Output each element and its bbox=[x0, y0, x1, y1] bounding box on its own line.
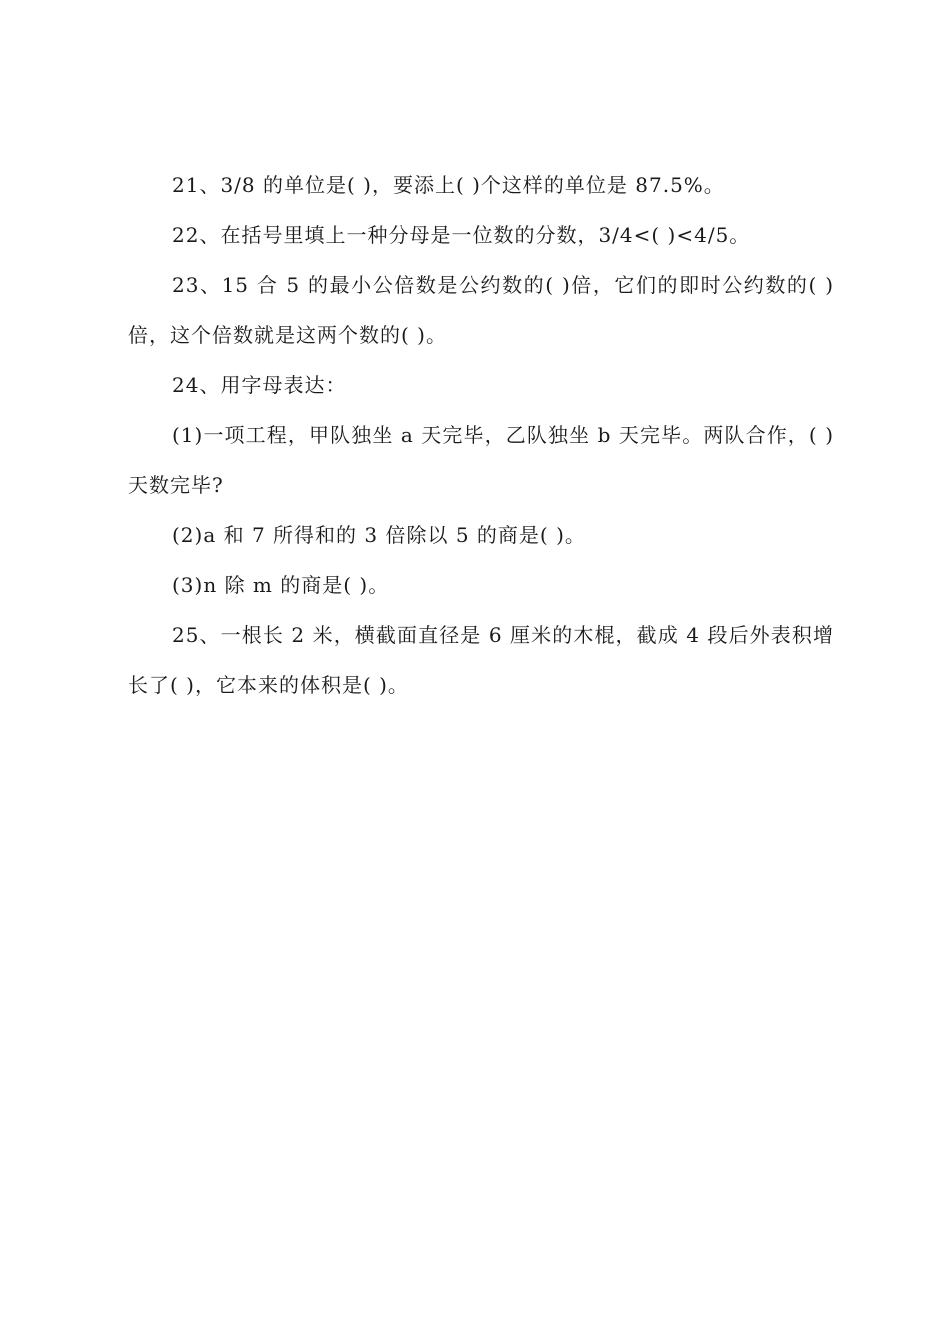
question-21: 21、3/8 的单位是( )，要添上( )个这样的单位是 87.5%。 bbox=[172, 173, 725, 197]
question-24-part-2: (2)a 和 7 所得和的 3 倍除以 5 的商是( )。 bbox=[172, 523, 586, 547]
question-24-part-3: (3)n 除 m 的商是( )。 bbox=[172, 573, 390, 597]
question-24-part-1: (1)一项工程，甲队独坐 a 天完毕，乙队独坐 b 天完毕。两队合作，( )天数完毕? bbox=[128, 423, 834, 497]
question-25: 25、一根长 2 米，横截面直径是 6 厘米的木棍，截成 4 段后外表积增长了( )，它本来的体积是( )。 bbox=[128, 623, 834, 697]
question-23: 23、15 合 5 的最小公倍数是公约数的( )倍，它们的即时公约数的( )倍，这个倍数就是这两个数的( )。 bbox=[128, 273, 834, 347]
document-body bbox=[128, 160, 834, 710]
question-22: 22、在括号里填上一种分母是一位数的分数，3/4<( )<4/5。 bbox=[172, 223, 751, 247]
question-24-heading: 24、用字母表达： bbox=[172, 373, 347, 397]
